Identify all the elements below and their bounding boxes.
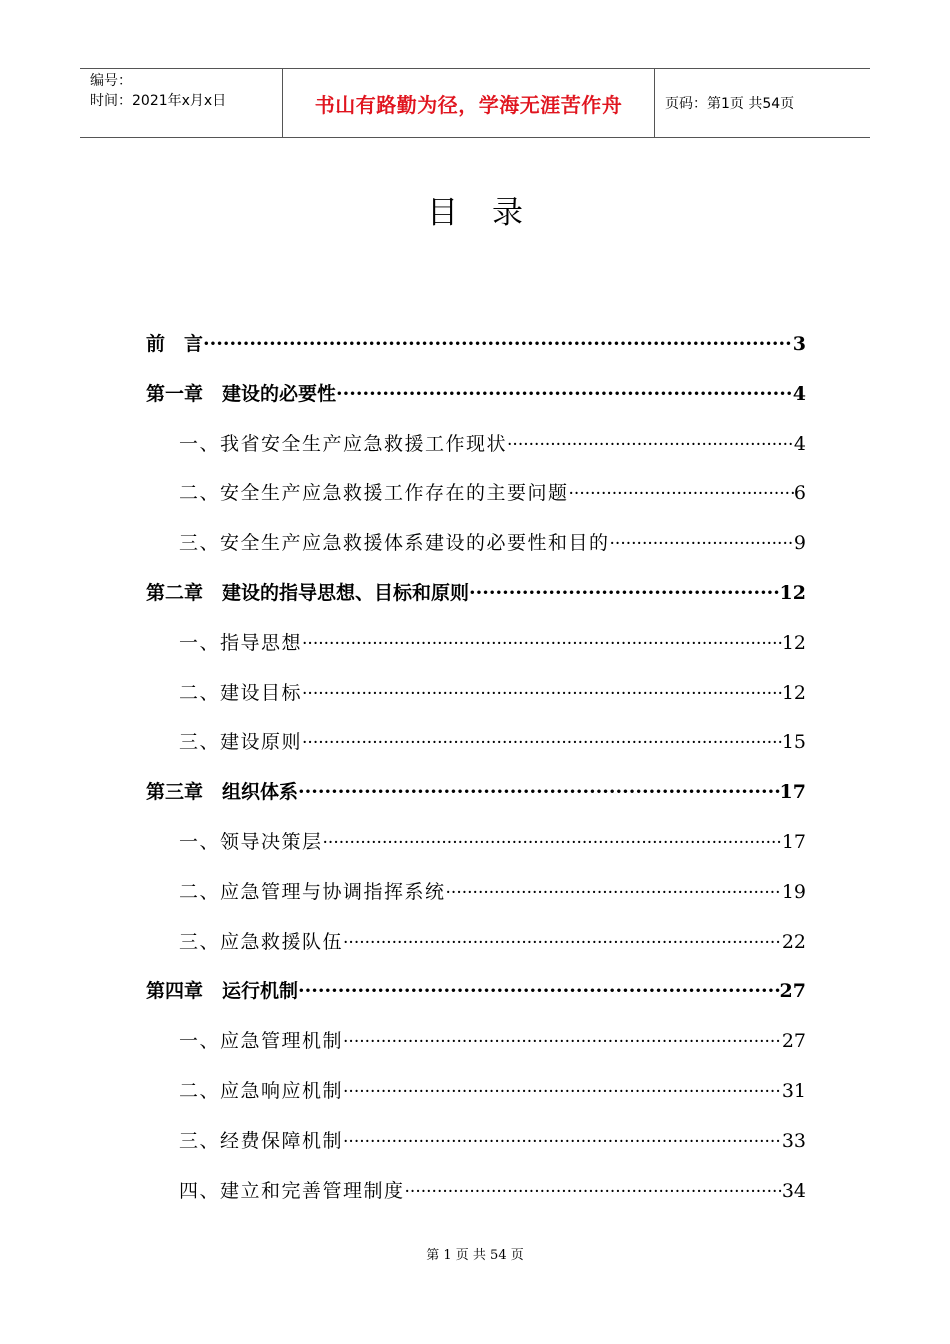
toc-leader-dots: [302, 619, 782, 670]
toc-entry-page-number: 15: [781, 731, 806, 754]
toc-chapter-entry[interactable]: [146, 320, 806, 370]
toc-entry-page-number: 31: [781, 1079, 806, 1102]
toc-entry-label: 第一章 建设的必要性: [146, 382, 337, 405]
toc-leader-dots: [569, 469, 794, 520]
toc-leader-dots: [343, 1117, 782, 1168]
toc-section-entry[interactable]: [146, 420, 806, 470]
toc-section-entry[interactable]: [146, 868, 806, 918]
toc-entry-label: 一、指导思想: [179, 631, 303, 654]
toc-entry-label: 一、应急管理机制: [179, 1030, 344, 1053]
toc-entry-page-number: 34: [781, 1179, 806, 1202]
toc-section-entry[interactable]: [146, 718, 806, 768]
toc-chapter-entry[interactable]: [146, 768, 806, 818]
toc-leader-dots: [610, 519, 794, 570]
toc-entry-page-number: 27: [779, 980, 806, 1003]
toc-leader-dots: [343, 1067, 782, 1118]
page-title: 目录: [427, 195, 557, 231]
toc-chapter-entry[interactable]: [146, 569, 806, 619]
toc-entry-label: 二、安全生产应急救援工作存在的主要问题: [179, 482, 569, 505]
toc-leader-dots: [469, 569, 780, 619]
toc-section-entry[interactable]: [146, 669, 806, 719]
toc-entry-page-number: 12: [779, 581, 806, 604]
toc-entry-label: 三、建设原则: [179, 731, 303, 754]
toc-entry-label: 前 言: [146, 333, 204, 355]
toc-leader-dots: [343, 1017, 782, 1068]
toc-section-entry[interactable]: [146, 1017, 806, 1067]
toc-entry-page-number: 12: [781, 631, 806, 654]
toc-entry-page-number: 3: [792, 333, 806, 355]
toc-section-entry[interactable]: [146, 818, 806, 868]
toc-leader-dots: [323, 818, 782, 869]
toc-entry-label: 一、我省安全生产应急救援工作现状: [179, 432, 508, 455]
header-number-label: 编号：: [90, 73, 132, 89]
table-of-contents: [146, 320, 806, 1216]
toc-entry-label: 二、应急管理与协调指挥系统: [179, 880, 446, 903]
toc-leader-dots: [336, 370, 793, 420]
toc-entry-page-number: 4: [793, 432, 806, 455]
toc-entry-page-number: 6: [793, 482, 806, 505]
toc-entry-label: 二、应急响应机制: [179, 1079, 344, 1102]
page-footer: 第 1 页 共 54 页: [426, 1248, 524, 1263]
toc-section-entry[interactable]: [146, 619, 806, 669]
toc-section-entry[interactable]: [146, 1117, 806, 1167]
toc-leader-dots: [203, 320, 793, 370]
header-meta: [80, 69, 283, 137]
toc-leader-dots: [343, 918, 782, 969]
toc-leader-dots: [405, 1167, 782, 1218]
toc-chapter-entry[interactable]: [146, 967, 806, 1017]
header-motto: 书山有路勤为径，学海无涯苦作舟: [283, 69, 655, 137]
toc-entry-label: 一、领导决策层: [179, 830, 323, 853]
page-header: [80, 68, 870, 138]
toc-leader-dots: [302, 718, 782, 769]
toc-chapter-entry[interactable]: [146, 370, 806, 420]
toc-entry-page-number: 12: [781, 681, 806, 704]
toc-entry-label: 第三章 组织体系: [146, 781, 299, 804]
toc-entry-page-number: 19: [781, 880, 806, 903]
toc-entry-label: 第二章 建设的指导思想、目标和原则: [146, 581, 470, 604]
toc-entry-page-number: 4: [792, 382, 806, 405]
toc-leader-dots: [446, 868, 782, 919]
toc-entry-page-number: 22: [781, 930, 806, 953]
toc-leader-dots: [298, 967, 780, 1017]
toc-entry-page-number: 17: [779, 781, 806, 804]
toc-entry-page-number: 17: [781, 830, 806, 853]
toc-entry-label: 三、应急救援队伍: [179, 930, 344, 953]
toc-entry-page-number: 27: [781, 1030, 806, 1053]
toc-entry-page-number: 9: [793, 532, 806, 555]
toc-leader-dots: [298, 768, 780, 818]
toc-entry-label: 三、经费保障机制: [179, 1129, 344, 1152]
toc-section-entry[interactable]: [146, 1067, 806, 1117]
toc-section-entry[interactable]: [146, 519, 806, 569]
toc-leader-dots: [302, 669, 782, 720]
toc-entry-label: 三、安全生产应急救援体系建设的必要性和目的: [179, 532, 610, 555]
header-date-label: 时间：2021年x月x日: [90, 93, 227, 109]
toc-section-entry[interactable]: [146, 918, 806, 968]
toc-section-entry[interactable]: [146, 1167, 806, 1217]
toc-entry-label: 二、建设目标: [179, 681, 303, 704]
header-page-info: 页码：第1页 共54页: [665, 96, 795, 112]
toc-entry-label: 第四章 运行机制: [146, 980, 299, 1003]
toc-section-entry[interactable]: [146, 469, 806, 519]
toc-entry-label: 四、建立和完善管理制度: [179, 1179, 405, 1202]
toc-entry-page-number: 33: [781, 1129, 806, 1152]
toc-leader-dots: [507, 420, 794, 471]
